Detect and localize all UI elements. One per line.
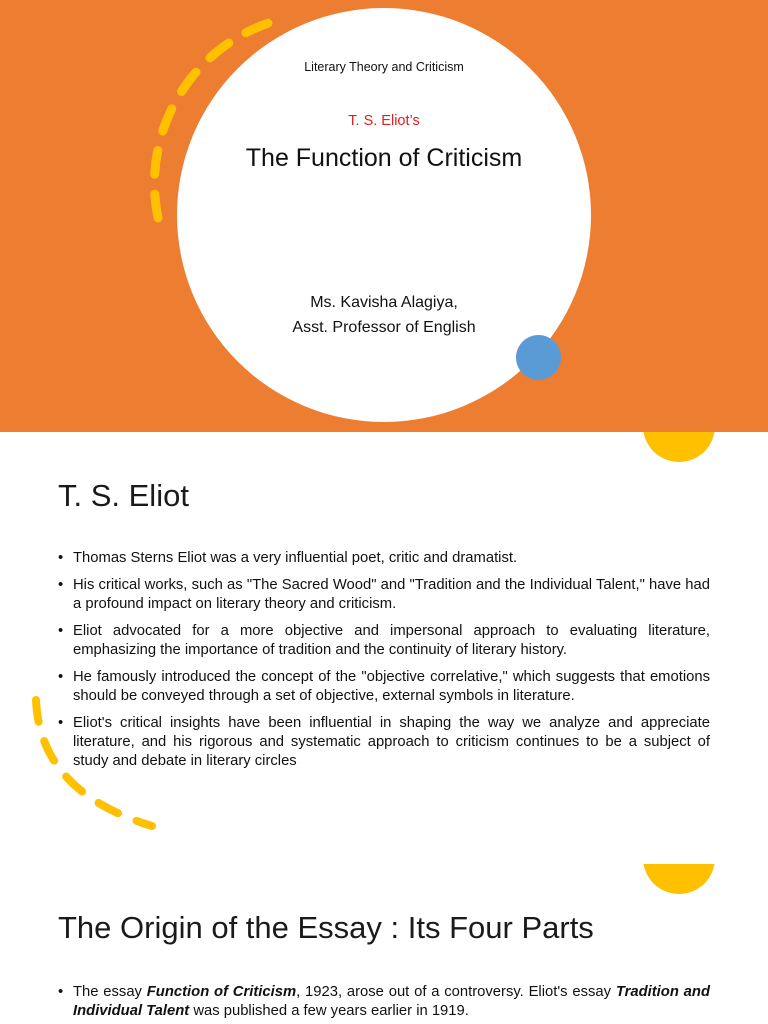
list-item bbox=[58, 549, 710, 568]
eliot-slide bbox=[0, 432, 768, 864]
essay-title-tradition: Tradition and Individual Talent bbox=[73, 984, 710, 1019]
essay-title-function: Function of Criticism bbox=[146, 984, 297, 1000]
slide-title: T. S. Eliot bbox=[58, 478, 189, 513]
text-run: , 1923, arose out of a controversy. Eliot's essay bbox=[296, 984, 616, 1000]
yellow-half-circle-decoration bbox=[643, 864, 715, 894]
bullet-icon: • bbox=[58, 715, 64, 731]
bullet-icon: • bbox=[58, 984, 64, 1000]
presenter-role: Asst. Professor of English bbox=[292, 319, 476, 336]
bullet-list bbox=[58, 549, 710, 779]
yellow-half-circle-decoration bbox=[643, 432, 715, 462]
bullet-text: His critical works, such as "The Sacred Wood" and "Tradition and the Individual Talent," have had a profound impact on literary theory and criticism. bbox=[73, 577, 710, 612]
bullet-text: Thomas Sterns Eliot was a very influential poet, critic and dramatist. bbox=[73, 550, 518, 566]
bullet-text: Eliot's critical insights have been influential in shaping the way we analyze and appreciate literature, and his rigorous and systematic approach to criticism continues to be a subject of study and debate in literary circles bbox=[73, 715, 710, 769]
bullet-list bbox=[58, 983, 710, 1024]
bullet-icon: • bbox=[58, 623, 64, 639]
title-slide bbox=[0, 0, 768, 432]
slide-title: The Origin of the Essay : Its Four Parts bbox=[58, 910, 594, 945]
author-line: T. S. Eliot’s bbox=[348, 113, 420, 129]
bullet-icon: • bbox=[58, 669, 64, 685]
blue-dot-decoration bbox=[516, 335, 561, 380]
bullet-icon: • bbox=[58, 550, 64, 566]
bullet-text: Eliot advocated for a more objective and impersonal approach to evaluating literature, emphasizing the importance of tradition and the continuity of literary history. bbox=[73, 623, 710, 658]
text-run: The essay bbox=[73, 984, 147, 1000]
bullet-text bbox=[73, 984, 710, 1019]
course-name: Literary Theory and Criticism bbox=[304, 60, 464, 74]
list-item bbox=[58, 622, 710, 660]
text-run: was published a few years earlier in 1919. bbox=[189, 1003, 469, 1019]
bullet-icon: • bbox=[58, 577, 64, 593]
presentation-title: The Function of Criticism bbox=[245, 144, 523, 172]
origin-slide bbox=[0, 864, 768, 1024]
list-item bbox=[58, 668, 710, 706]
bullet-text: He famously introduced the concept of the "objective correlative," which suggests that emotions should be conveyed through a set of objective, external symbols in literature. bbox=[73, 669, 710, 704]
presenter-block bbox=[0, 290, 768, 340]
list-item bbox=[58, 576, 710, 614]
presenter-name: Ms. Kavisha Alagiya, bbox=[310, 294, 458, 311]
list-item bbox=[58, 714, 710, 771]
list-item bbox=[58, 983, 710, 1021]
